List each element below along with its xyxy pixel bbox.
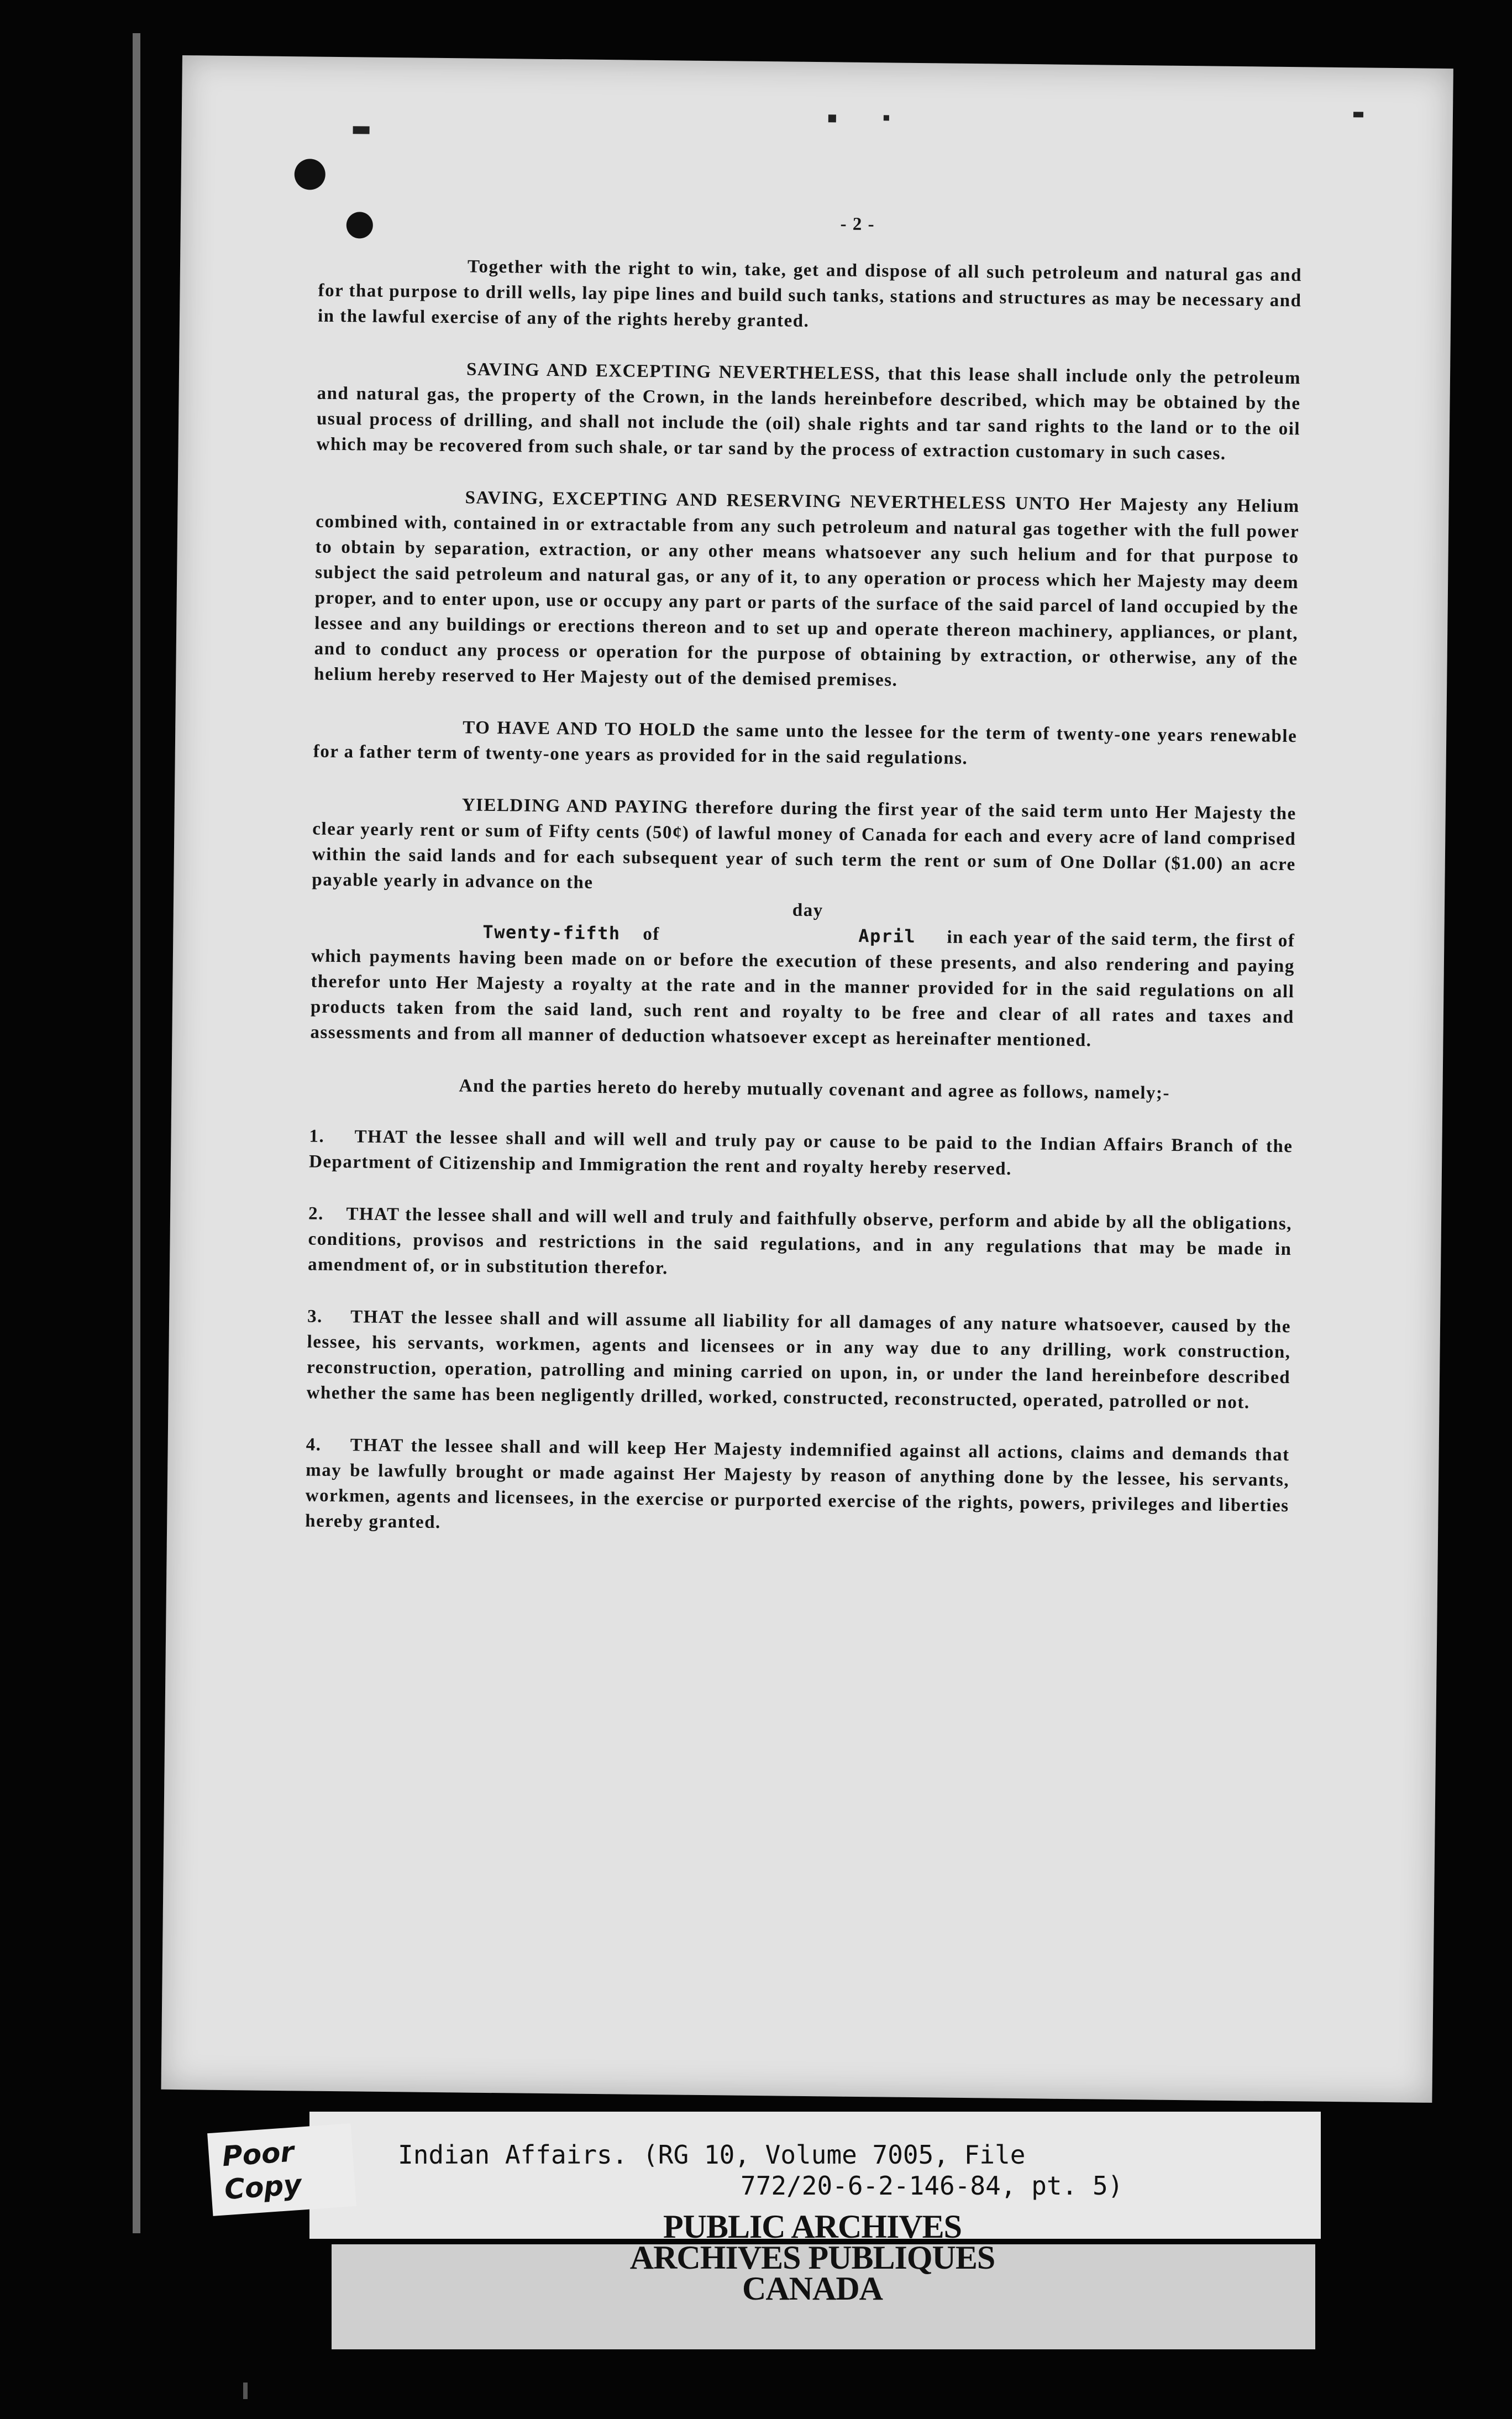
clause-1 (309, 1124, 1293, 1185)
scan-speck (828, 114, 836, 122)
paragraph-term: TO HAVE AND TO HOLD the same unto the lessee for the term of twenty-one years renewable for a father term of twenty-one years as provided for in the said regulations. (313, 718, 1298, 768)
paragraph-yielding-paying (310, 791, 1296, 1056)
scan-speck (884, 115, 889, 121)
clause-text: THAT the lessee shall and will assume all liability for all damages of any nature whatsoever, caused by the lessee, his servants, workmen, agents and licensees or in any way due to any drilling, work construction, reconstruction, operation, patrolling and mining carried on upon, in, or under the land hereinbefore described whether the same has been negligently drilled, worked, constructed, reconstructed, operated, patrolled or not. (306, 1307, 1292, 1413)
clause-number: 3. (307, 1306, 323, 1327)
poor-copy-note (207, 2123, 356, 2216)
reference-line1: Indian Affairs. (RG 10, Volume 7005, File (398, 2140, 1026, 2170)
paragraph-rights: Together with the right to win, take, get and dispose of all such petroleum and natural gas and for that purpose to drill wells, lay pipe lines and build such tanks, stations and structures as may be necessary and in the lawful exercise of any of the rights hereby granted. (317, 256, 1303, 331)
filled-month-value: April (858, 925, 916, 947)
stamp-line2: ARCHIVES PUBLIQUES (629, 2239, 995, 2276)
film-mark (243, 2383, 248, 2399)
paragraph-covenant-intro: And the parties hereto do hereby mutually covenant and agree as follows, namely;- (459, 1076, 1170, 1103)
day-of-label: day of (643, 900, 823, 945)
public-archives-stamp (553, 2208, 1072, 2307)
scan-speck (1353, 112, 1363, 117)
clause-number: 1. (309, 1126, 325, 1146)
clause-text: THAT the lessee shall and will well and truly and faithfully observe, perform and abide by all the obligations, conditions, provisos and restrictions in the said regulations, and in any regulations that may be made in amendment of, or in substitution therefor. (307, 1204, 1293, 1279)
punch-hole (294, 159, 326, 190)
stamp-line3: CANADA (742, 2270, 883, 2307)
filled-day-value: Twenty-fifth (482, 921, 621, 944)
clause-text: THAT the lessee shall and will keep Her Majesty indemnified against all actions, claims and demands that may be lawfully brought or made against Her Majesty by reason of anything done by the lessee, his servants, workmen, agents and licensees, in the exercise or purported exercise of the rights, powers, privileges and liberties hereby granted. (305, 1435, 1290, 1533)
clause-2 (308, 1201, 1292, 1288)
clause-text: THAT the lessee shall and will well and truly pay or cause to be paid to the Indian Affairs Branch of the Department of Citizenship and Immigration the rent and royalty hereby reserved. (308, 1127, 1293, 1179)
stamp-line1: PUBLIC ARCHIVES (663, 2208, 962, 2245)
clause-4 (305, 1432, 1290, 1544)
paragraph-helium-reservation: SAVING, EXCEPTING AND RESERVING NEVERTHELESS UNTO Her Majesty any Helium combined with, contained in or extractable from any such petroleum and natural gas together with the full power to obtain by separation, extraction, or any other means whatsoever any such helium and for that purpose to subject the said petroleum and natural gas, or any of it, to any operation or process which her Majesty may deem proper, and to enter upon, use or occupy any part or parts of the surface of the said parcel of land occupied by the lessee and any buildings or erections thereon and to set up and operate thereon machinery, appliances, or plant, and to conduct any process or operation for the purpose of obtaining by extraction, or otherwise, any of the helium hereby reserved to Her Majesty out of the demised premises. (314, 488, 1300, 690)
document-body (305, 206, 1303, 1571)
poor-copy-line2: Copy (223, 2168, 303, 2206)
clause-3 (306, 1303, 1291, 1416)
archive-reference (398, 2139, 1172, 2201)
scan-speck (353, 126, 370, 134)
yielding-text-1: YIELDING AND PAYING therefore during the first year of the said term unto Her Majesty the clear yearly rent or sum of Fifty cents (50¢) of lawful money of Canada for each and every acre of land comprised within the said lands and for each subsequent year of such term the rent or sum of One Dollar ($1.00) an acre payable yearly in advance on the (312, 795, 1296, 893)
reference-line2: 772/20-6-2-146-84, pt. 5) (741, 2171, 1124, 2201)
yielding-text-2: in each year of the said term, the first of which payments having been made on or before the execution of these presents, and also rendering and paying therefor unto Her Majesty a royalty at the rate and in the manner provided for in the said regulations on all products taken from the said land, such rent and royalty to be free and clear of all rates and taxes and assessments and from all manner of deduction whatsoever except as hereinafter mentioned. (310, 927, 1295, 1051)
film-frame-edge (133, 33, 140, 2233)
paragraph-saving-excepting: SAVING AND EXCEPTING NEVERTHELESS, that this lease shall include only the petroleum and natural gas, the property of the Crown, in the lands hereinbefore described, which may be obtained by the usual process of drilling, and shall not include the (oil) shale rights and tar sand rights to the land or to the oil which may be recovered from such shale, or tar sand by the process of extraction customary in such cases. (316, 359, 1301, 464)
clause-number: 2. (308, 1203, 324, 1224)
clause-number: 4. (306, 1434, 322, 1455)
document-page (161, 55, 1453, 2103)
page-number: - 2 - (840, 214, 875, 235)
poor-copy-line1: Poor (221, 2135, 295, 2173)
